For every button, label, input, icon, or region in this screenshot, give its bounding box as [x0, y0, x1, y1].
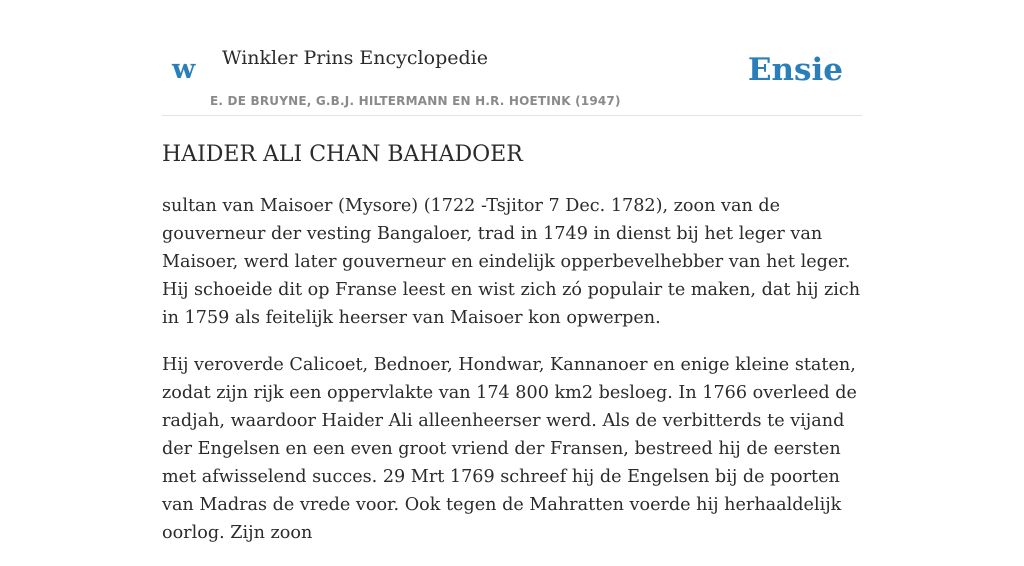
article-body: [162, 192, 862, 566]
encyclopedia-title[interactable]: Winkler Prins Encyclopedie: [222, 47, 488, 69]
ensie-logo[interactable]: Ensie: [747, 52, 843, 88]
article-paragraph: sultan van Maisoer (Mysore) (1722 -Tsjitor 7 Dec. 1782), zoon van de gouverneur der vesting Bangaloer, trad in 1749 in dienst bij het leger van Maisoer, werd later gouverneur en eindelijk opperbevelhebber van het leger. Hij schoeide dit op Franse leest en wist zich zó populair te maken, dat hij zich in 1759 als feitelijk heerser van Maisoer kon opwerpen.: [162, 196, 861, 328]
header-divider: [162, 115, 862, 116]
article-paragraph: Hij veroverde Calicoet, Bednoer, Hondwar, Kannanoer en enige kleine staten, zodat zijn rijk een oppervlakte van 174 800 km2 besloeg. In 1766 overleed de radjah, waardoor Haider Ali alleenheerser werd. Als de verbitterds te vijand der Engelsen en een even groot vriend der Fransen, bestreed hij de eersten met afwisselend succes. 29 Mrt 1769 schreef hij de Engelsen bij de poorten van Madras de vrede voor. Ook tegen de Mahratten voerde hij herhaaldelijk oorlog. Zijn zoon: [162, 355, 857, 543]
article-title: HAIDER ALI CHAN BAHADOER: [162, 142, 523, 167]
authors-line: E. DE BRUYNE, G.B.J. HILTERMANN EN H.R. HOETINK (1947): [210, 94, 621, 108]
winkler-prins-logo[interactable]: w: [172, 54, 196, 85]
